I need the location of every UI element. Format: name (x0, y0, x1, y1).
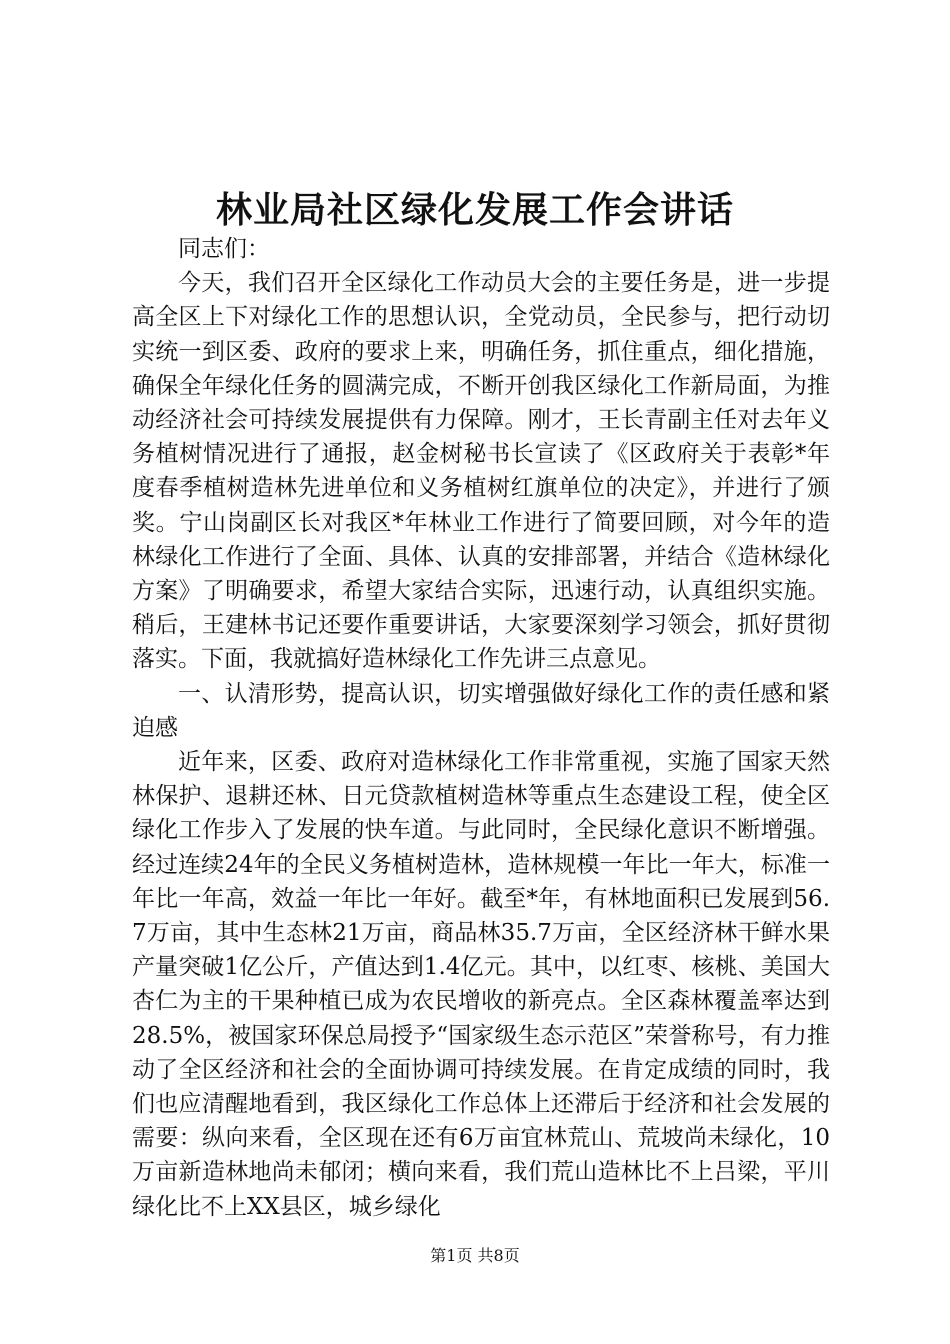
paragraph-situation: 近年来，区委、政府对造林绿化工作非常重视，实施了国家天然林保护、退耕还林、日元贷款植树造林等重点生态建设工程，使全区绿化工作步入了发展的快车道。与此同时，全民绿化意识不断增强。经过连续24年的全民义务植树造林，造林规模一年比一年大，标准一年比一年高，效益一年比一年好。截至*年，有林地面积已发展到56.7万亩，其中生态林21万亩，商品林35.7万亩，全区经济林干鲜水果产量突破1亿公斤，产值达到1.4亿元。其中，以红枣、核桃、美国大杏仁为主的干果种植已成为农民增收的新亮点。全区森林覆盖率达到28.5%，被国家环保总局授予“国家级生态示范区”荣誉称号，有力推动了全区经济和社会的全面协调可持续发展。在肯定成绩的同时，我们也应清醒地看到，我区绿化工作总体上还滞后于经济和社会发展的需要：纵向来看，全区现在还有6万亩宜林荒山、荒坡尚未绿化，10万亩新造林地尚未郁闭；横向来看，我们荒山造林比不上吕梁，平川绿化比不上XX县区，城乡绿化 (132, 749, 830, 1220)
salutation: 同志们： (178, 236, 270, 262)
document-body (132, 232, 830, 1224)
page-footer: 第1页 共8页 (430, 1246, 520, 1265)
document-title: 林业局社区绿化发展工作会讲话 (215, 189, 734, 231)
section-heading-1: 一、认清形势，提高认识，切实增强做好绿化工作的责任感和紧迫感 (132, 680, 830, 741)
paragraph-intro: 今天，我们召开全区绿化工作动员大会的主要任务是，进一步提高全区上下对绿化工作的思想认识，全党动员，全民参与，把行动切实统一到区委、政府的要求上来，明确任务，抓住重点，细化措施，确保全年绿化任务的圆满完成，不断开创我区绿化工作新局面，为推动经济社会可持续发展提供有力保障。刚才，王长青副主任对去年义务植树情况进行了通报，赵金树秘书长宣读了《区政府关于表彰*年度春季植树造林先进单位和义务植树红旗单位的决定》，并进行了颁奖。宁山岗副区长对我区*年林业工作进行了简要回顾，对今年的造林绿化工作进行了全面、具体、认真的安排部署，并结合《造林绿化方案》了明确要求，希望大家结合实际，迅速行动，认真组织实施。稍后，王建林书记还要作重要讲话，大家要深刻学习领会，抓好贯彻落实。下面，我就搞好造林绿化工作先讲三点意见。 (132, 270, 830, 673)
